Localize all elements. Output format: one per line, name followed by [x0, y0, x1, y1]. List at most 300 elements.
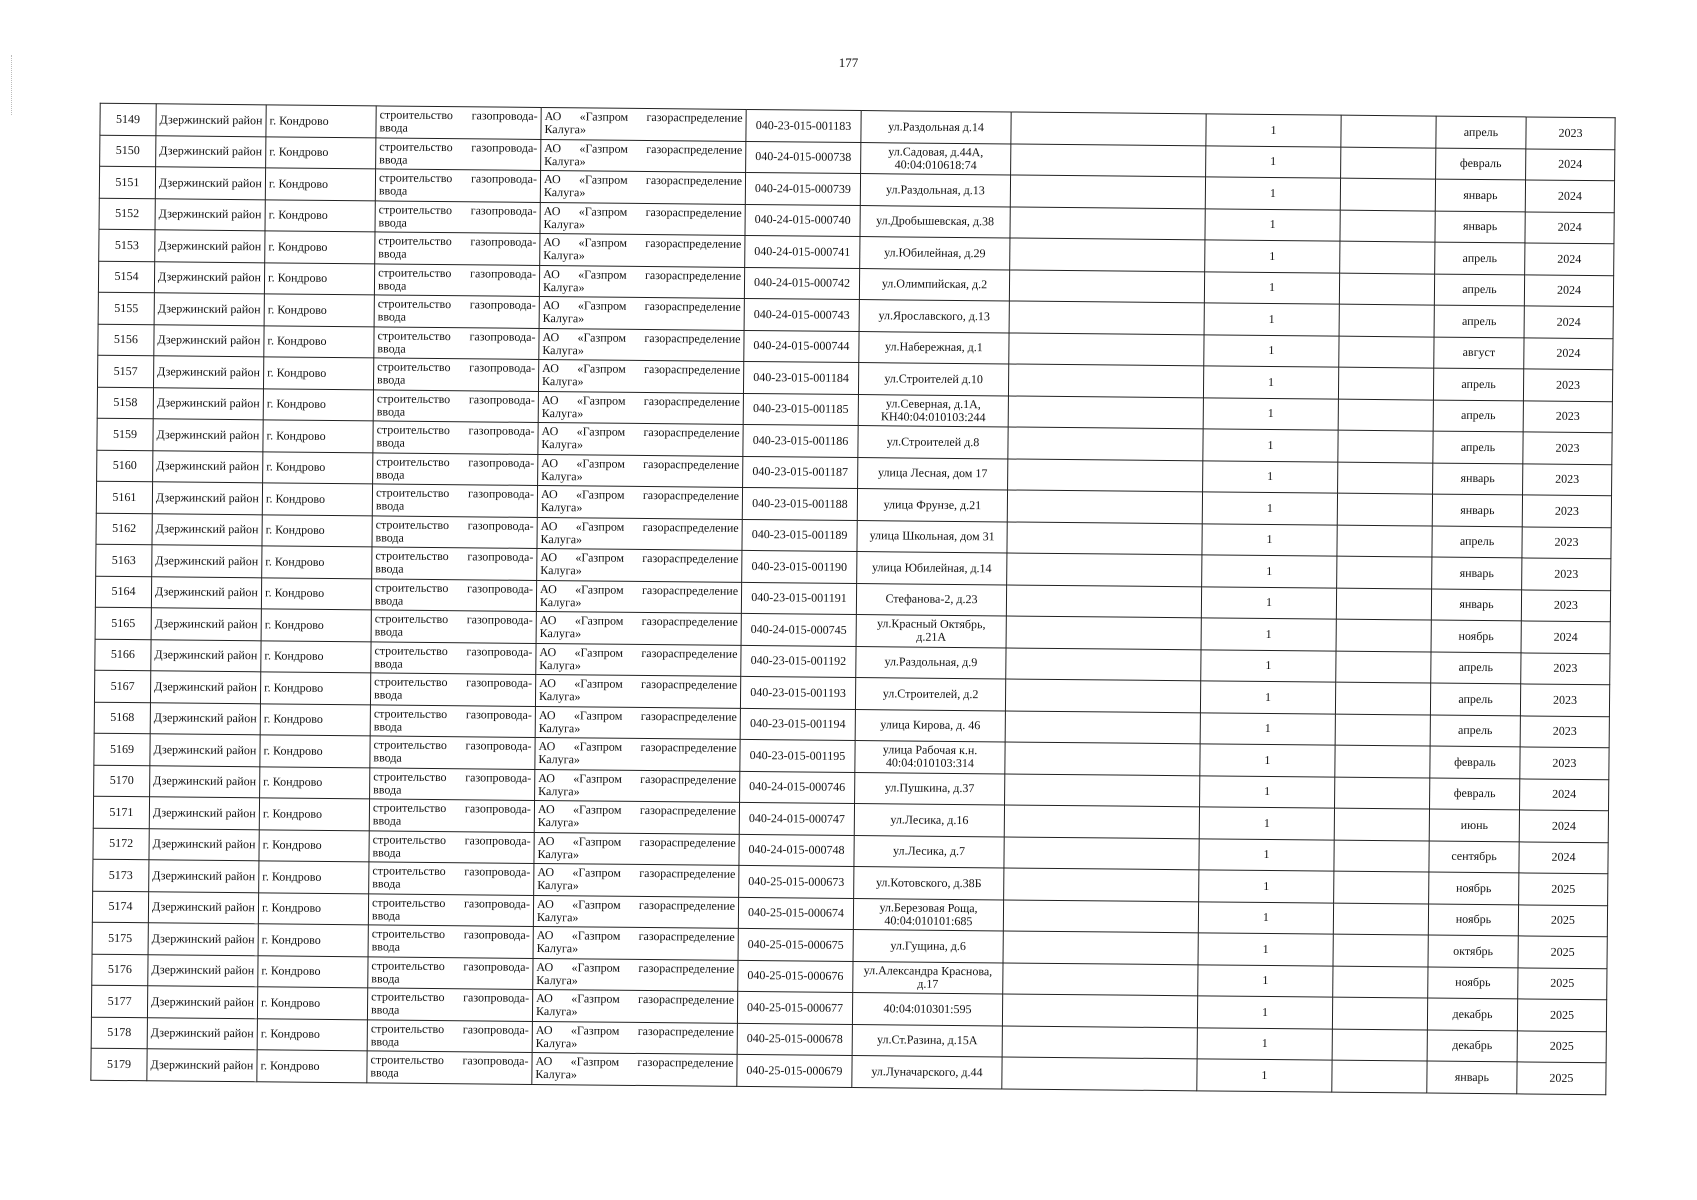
org-word-1: АО: [541, 392, 559, 407]
city-cell: г. Кондрово: [265, 199, 375, 232]
address-cell: [857, 520, 1007, 553]
district-cell: Дзержинский район: [154, 293, 264, 326]
organization-cell: [534, 832, 739, 865]
org-word-2: «Газпром: [578, 267, 627, 282]
year-cell: 2025: [1517, 999, 1606, 1031]
work-type-word-2: газопровода-: [464, 864, 531, 880]
empty-cell: [1007, 553, 1202, 586]
work-type-word-1: строительство: [377, 359, 451, 375]
month-cell: февраль: [1430, 778, 1520, 810]
work-type-cell: [371, 610, 536, 643]
work-type-cell: [370, 673, 535, 706]
organization-cell: [535, 737, 740, 770]
quantity-cell: 1: [1200, 681, 1335, 714]
work-type-word-3: ввода: [378, 215, 408, 230]
work-type-word-3: ввода: [370, 1034, 400, 1049]
work-type-word-3: ввода: [377, 309, 407, 324]
work-type-word-3: ввода: [371, 908, 401, 923]
org-word-2: «Газпром: [578, 235, 628, 251]
work-type-cell: [372, 547, 537, 580]
year-cell: 2024: [1521, 621, 1610, 653]
work-type-cell: [371, 641, 536, 674]
month-cell: ноябрь: [1428, 904, 1518, 936]
org-word-2: «Газпром: [577, 330, 627, 345]
city-cell: г. Кондрово: [265, 168, 375, 201]
organization-cell: [533, 926, 738, 959]
row-number: 5151: [99, 166, 155, 198]
district-cell: Дзержинский район: [151, 576, 261, 609]
city-cell: г. Кондрово: [259, 861, 369, 894]
work-type-word-3: ввода: [373, 719, 403, 734]
empty-cell: [1341, 115, 1436, 147]
quantity-cell: 1: [1202, 555, 1337, 588]
address-cell: [861, 111, 1011, 144]
work-type-word-2: газопровода-: [463, 896, 531, 911]
registration-number-cell: 040-23-015-001195: [740, 739, 855, 772]
registration-number-cell: 040-23-015-001186: [743, 424, 858, 457]
quantity-cell: 1: [1205, 177, 1340, 210]
work-type-word-1: строительство: [378, 233, 452, 249]
year-cell: 2025: [1518, 967, 1607, 999]
organization-cell: [540, 202, 745, 235]
address-cell: [856, 615, 1006, 648]
empty-cell: [1006, 616, 1201, 649]
org-word-4: Калуга»: [541, 405, 584, 421]
work-type-word-1: строительство: [373, 706, 448, 721]
org-word-4: Калуга»: [544, 122, 587, 137]
year-cell: 2023: [1521, 589, 1610, 621]
org-word-1: АО: [535, 1054, 553, 1069]
empty-cell: [1338, 399, 1433, 431]
empty-cell: [1008, 427, 1203, 460]
district-cell: Дзержинский район: [153, 356, 263, 389]
org-word-2: «Газпром: [579, 141, 628, 156]
org-word-3: газораспределение: [643, 456, 740, 472]
address-cell: [860, 205, 1010, 238]
row-number: 5169: [94, 733, 150, 765]
empty-cell: [1007, 521, 1202, 554]
address-cell: [858, 394, 1008, 427]
work-type-word-1: строительство: [377, 296, 452, 312]
district-cell: Дзержинский район: [156, 135, 266, 168]
org-word-3: газораспределение: [646, 110, 743, 126]
empty-cell: [1333, 966, 1428, 998]
city-cell: г. Кондрово: [261, 609, 371, 642]
org-word-1: АО: [538, 739, 556, 754]
registration-number-cell: 040-24-015-000741: [745, 235, 860, 268]
address-line-1: ул.Раздольная д.14: [888, 119, 984, 134]
work-type-cell: [373, 452, 538, 485]
month-cell: апрель: [1435, 242, 1525, 274]
address-line-1: ул.Гущина, д.6: [890, 938, 966, 953]
address-cell: [855, 709, 1005, 742]
registration-number-cell: 040-25-015-000679: [737, 1054, 852, 1087]
row-number: 5160: [97, 450, 153, 482]
empty-cell: [1002, 1025, 1197, 1058]
org-word-4: Калуга»: [542, 311, 585, 326]
work-type-word-3: ввода: [371, 939, 401, 954]
district-cell: Дзержинский район: [148, 891, 258, 924]
organization-cell: [536, 611, 741, 644]
work-type-word-3: ввода: [375, 530, 404, 545]
city-cell: г. Кондрово: [260, 672, 370, 705]
city-cell: г. Кондрово: [259, 798, 369, 831]
row-number: 5170: [94, 765, 150, 797]
organization-cell: [537, 517, 742, 550]
work-type-word-2: газопровода-: [463, 927, 530, 943]
address-cell: [858, 363, 1008, 396]
org-word-3: газораспределение: [643, 393, 740, 409]
work-type-word-2: газопровода-: [467, 486, 535, 502]
registration-number-cell: 040-23-015-001190: [742, 550, 857, 583]
district-cell: Дзержинский район: [148, 954, 258, 987]
work-type-word-1: строительство: [372, 863, 446, 879]
organization-cell: [539, 265, 744, 298]
org-word-3: газораспределение: [637, 1023, 734, 1039]
address-line-1: ул.Олимпийская, д.2: [881, 276, 988, 292]
organization-cell: [538, 422, 743, 455]
empty-cell: [1339, 304, 1434, 336]
org-word-2: «Газпром: [575, 487, 625, 503]
address-cell: [852, 1024, 1002, 1057]
empty-cell: [1340, 210, 1435, 242]
year-cell: 2024: [1526, 148, 1615, 180]
work-type-word-2: газопровода-: [466, 644, 533, 659]
empty-cell: [1005, 742, 1200, 775]
organization-cell: [541, 107, 746, 140]
org-word-1: АО: [541, 455, 559, 470]
district-cell: Дзержинский район: [155, 167, 265, 200]
work-type-word-2: газопровода-: [468, 423, 535, 439]
month-cell: июнь: [1429, 809, 1519, 841]
work-type-word-1: строительство: [370, 1052, 444, 1068]
work-type-cell: [368, 893, 533, 926]
empty-cell: [1005, 710, 1200, 743]
address-line-1: 40:04:010301:595: [883, 1001, 972, 1016]
org-word-4: Калуга»: [539, 626, 582, 641]
empty-cell: [1336, 651, 1431, 683]
work-type-word-1: строительство: [375, 580, 449, 595]
month-cell: апрель: [1430, 683, 1520, 715]
city-cell: г. Кондрово: [264, 294, 374, 327]
address-cell: [860, 237, 1010, 270]
work-type-word-1: строительство: [372, 800, 447, 816]
empty-cell: [1334, 871, 1429, 903]
work-type-word-2: газопровода-: [467, 518, 534, 533]
district-cell: Дзержинский район: [152, 482, 262, 515]
work-type-word-3: ввода: [374, 624, 404, 639]
org-word-1: АО: [536, 896, 554, 911]
address-line-1: ул.Луначарского, д.44: [871, 1063, 983, 1080]
work-type-cell: [369, 799, 534, 832]
work-type-word-3: ввода: [376, 467, 405, 482]
year-cell: 2025: [1519, 873, 1608, 905]
empty-cell: [1008, 364, 1203, 397]
empty-cell: [1332, 1029, 1427, 1061]
empty-cell: [1337, 525, 1432, 557]
org-word-4: Калуга»: [535, 1035, 578, 1051]
org-word-1: АО: [542, 329, 560, 344]
work-type-word-3: ввода: [374, 656, 403, 671]
month-cell: декабрь: [1427, 998, 1517, 1030]
empty-cell: [1333, 934, 1428, 966]
city-cell: г. Кондрово: [266, 136, 376, 169]
empty-cell: [1337, 493, 1432, 525]
org-word-4: Калуга»: [538, 689, 581, 704]
empty-cell: [1334, 808, 1429, 840]
year-cell: 2023: [1523, 400, 1612, 432]
month-cell: январь: [1432, 557, 1522, 589]
address-line-1: улица Фрунзе, д.21: [883, 497, 982, 512]
row-number: 5155: [98, 292, 154, 324]
org-word-1: АО: [537, 833, 555, 848]
org-word-3: газораспределение: [641, 645, 738, 661]
year-cell: 2024: [1524, 337, 1613, 369]
row-number: 5159: [97, 418, 153, 450]
month-cell: апрель: [1433, 431, 1523, 463]
work-type-cell: [367, 1019, 532, 1052]
work-type-word-2: газопровода-: [470, 234, 537, 250]
registration-number-cell: 040-25-015-000675: [738, 928, 853, 961]
empty-cell: [1008, 458, 1203, 491]
city-cell: г. Кондрово: [266, 105, 376, 138]
org-word-4: Калуга»: [539, 657, 581, 673]
registration-number-cell: 040-25-015-000677: [737, 991, 852, 1024]
address-cell: [861, 142, 1011, 175]
year-cell: 2025: [1518, 936, 1607, 968]
org-word-3: газораспределение: [645, 236, 742, 252]
year-cell: 2025: [1518, 904, 1607, 936]
address-cell: [854, 867, 1004, 900]
row-number: 5171: [93, 796, 149, 828]
registration-number-cell: 040-24-015-000742: [744, 267, 859, 300]
register-table: [90, 103, 1615, 1095]
org-word-3: газораспределение: [638, 992, 735, 1008]
org-word-3: газораспределение: [639, 834, 736, 850]
org-word-4: Калуга»: [543, 248, 585, 263]
work-type-word-1: строительство: [378, 170, 453, 186]
org-word-2: «Газпром: [577, 298, 627, 314]
org-word-3: газораспределение: [638, 929, 735, 945]
registration-number-cell: 040-23-015-001185: [743, 393, 858, 426]
quantity-cell: 1: [1199, 807, 1334, 840]
city-cell: г. Кондрово: [265, 231, 375, 264]
district-cell: Дзержинский район: [148, 923, 258, 956]
year-cell: 2023: [1522, 495, 1611, 527]
empty-cell: [1333, 903, 1428, 935]
organization-cell: [539, 296, 744, 329]
empty-cell: [1005, 679, 1200, 712]
org-word-4: Калуга»: [544, 153, 586, 169]
month-cell: апрель: [1430, 715, 1520, 747]
org-word-4: Калуга»: [536, 941, 579, 956]
work-type-word-2: газопровода-: [469, 297, 536, 313]
quantity-cell: 1: [1202, 492, 1337, 525]
work-type-word-3: ввода: [371, 971, 400, 986]
address-line-1: ул.Ст.Разина, д.15А: [877, 1032, 978, 1048]
work-type-cell: [375, 200, 540, 233]
org-word-3: газораспределение: [640, 771, 737, 787]
org-word-2: «Газпром: [571, 928, 621, 944]
empty-cell: [1003, 931, 1198, 964]
empty-cell: [1336, 588, 1431, 620]
address-line-1: ул.Дробышевская, д.38: [876, 213, 995, 229]
empty-cell: [1011, 143, 1206, 176]
year-cell: 2024: [1525, 243, 1614, 275]
org-word-3: газораспределение: [639, 866, 736, 882]
empty-cell: [1335, 682, 1430, 714]
year-cell: 2024: [1519, 841, 1608, 873]
organization-cell: [536, 643, 741, 676]
year-cell: 2023: [1523, 432, 1612, 464]
org-word-4: Калуга»: [536, 972, 578, 988]
organization-cell: [534, 863, 739, 896]
year-cell: 2023: [1523, 369, 1612, 401]
city-cell: г. Кондрово: [262, 514, 372, 547]
address-line-1: ул.Лесика, д.7: [893, 843, 966, 859]
quantity-cell: 1: [1200, 712, 1335, 745]
city-cell: г. Кондрово: [264, 325, 374, 358]
city-cell: г. Кондрово: [258, 955, 368, 988]
quantity-cell: 1: [1198, 901, 1333, 934]
work-type-cell: [370, 704, 535, 737]
org-word-1: АО: [543, 203, 561, 218]
registration-number-cell: 040-24-015-000740: [745, 204, 860, 237]
registration-number-cell: 040-25-015-000678: [737, 1023, 852, 1056]
district-cell: Дзержинский район: [154, 324, 264, 357]
month-cell: февраль: [1436, 148, 1526, 180]
row-number: 5150: [100, 135, 156, 167]
org-word-1: АО: [544, 109, 562, 124]
empty-cell: [1338, 462, 1433, 494]
organization-cell: [532, 1052, 737, 1085]
work-type-word-2: газопровода-: [468, 392, 535, 407]
work-type-word-2: газопровода-: [463, 990, 530, 1006]
district-cell: Дзержинский район: [155, 230, 265, 263]
month-cell: апрель: [1434, 305, 1524, 337]
work-type-word-3: ввода: [372, 813, 402, 828]
empty-cell: [1003, 899, 1198, 932]
address-line-1: ул.Строителей, д.2: [882, 686, 979, 701]
org-word-2: «Газпром: [574, 676, 623, 692]
empty-cell: [1002, 1057, 1197, 1090]
work-type-word-2: газопровода-: [466, 612, 533, 628]
year-cell: 2023: [1522, 558, 1611, 590]
district-cell: Дзержинский район: [147, 1049, 257, 1082]
work-type-word-2: газопровода-: [464, 801, 532, 817]
row-number: 5177: [91, 985, 147, 1017]
registration-number-cell: 040-23-015-001184: [743, 361, 858, 394]
org-word-3: газораспределение: [641, 614, 738, 630]
org-word-4: Калуга»: [538, 783, 580, 799]
org-word-1: АО: [540, 581, 557, 596]
work-type-word-2: газопровода-: [468, 455, 535, 470]
work-type-cell: [376, 106, 541, 139]
quantity-cell: 1: [1197, 1027, 1332, 1060]
org-word-4: Калуга»: [539, 594, 582, 610]
work-type-word-1: строительство: [371, 895, 446, 910]
registration-number-cell: 040-24-015-000738: [746, 141, 861, 174]
city-cell: г. Кондрово: [263, 420, 373, 453]
organization-cell: [532, 989, 737, 1022]
quantity-cell: 1: [1201, 618, 1336, 651]
work-type-word-3: ввода: [375, 498, 405, 513]
address-line-1: улица Школьная, дом 31: [869, 528, 995, 544]
org-word-2: «Газпром: [573, 771, 622, 786]
empty-cell: [1007, 490, 1202, 523]
address-line-1: ул.Строителей д.10: [884, 371, 983, 386]
work-type-word-1: строительство: [376, 422, 450, 438]
quantity-cell: 1: [1206, 145, 1341, 178]
registration-number-cell: 040-23-015-001192: [741, 645, 856, 678]
address-cell: [859, 300, 1009, 333]
work-type-word-1: строительство: [375, 485, 450, 501]
empty-cell: [1008, 395, 1203, 428]
org-word-2: «Газпром: [576, 456, 625, 471]
quantity-cell: 1: [1203, 429, 1338, 462]
month-cell: ноябрь: [1429, 872, 1519, 904]
empty-cell: [1339, 273, 1434, 305]
city-cell: г. Кондрово: [258, 924, 368, 957]
empty-cell: [1009, 301, 1204, 334]
org-word-3: газораспределение: [646, 141, 743, 157]
work-type-word-3: ввода: [373, 687, 403, 702]
quantity-cell: 1: [1199, 838, 1334, 871]
work-type-word-3: ввода: [379, 120, 408, 135]
row-number: 5158: [97, 387, 153, 419]
address-line-2: д.17: [917, 976, 939, 991]
organization-cell: [538, 391, 743, 424]
year-cell: 2023: [1520, 715, 1609, 747]
org-word-1: АО: [543, 266, 560, 281]
work-type-word-3: ввода: [374, 593, 404, 608]
district-cell: Дзержинский район: [154, 261, 264, 294]
city-cell: г. Кондрово: [264, 262, 374, 295]
row-number: 5149: [100, 103, 156, 135]
org-word-3: газораспределение: [645, 204, 742, 220]
year-cell: 2024: [1524, 274, 1613, 306]
work-type-word-3: ввода: [370, 1002, 400, 1017]
address-cell: [853, 898, 1003, 931]
org-word-4: Калуга»: [537, 878, 579, 893]
org-word-1: АО: [539, 644, 557, 659]
quantity-cell: 1: [1197, 996, 1332, 1029]
org-word-2: «Газпром: [576, 424, 626, 440]
empty-cell: [1340, 241, 1435, 273]
work-type-cell: [372, 484, 537, 517]
city-cell: г. Кондрово: [258, 892, 368, 925]
work-type-word-1: строительство: [378, 265, 452, 280]
month-cell: ноябрь: [1431, 620, 1521, 652]
city-cell: г. Кондрово: [262, 546, 372, 579]
work-type-word-2: газопровода-: [470, 203, 537, 218]
address-line-2: 40:04:010103:314: [885, 755, 974, 771]
registration-number-cell: 040-24-015-000745: [741, 613, 856, 646]
org-word-2: «Газпром: [572, 897, 621, 912]
empty-cell: [1335, 714, 1430, 746]
work-type-word-2: газопровода-: [470, 266, 537, 281]
row-number: 5157: [98, 355, 154, 387]
work-type-word-3: ввода: [373, 782, 402, 797]
org-word-3: газораспределение: [644, 330, 741, 346]
empty-cell: [1340, 178, 1435, 210]
empty-cell: [1010, 206, 1205, 239]
work-type-word-3: ввода: [377, 278, 407, 293]
address-line-1: ул.Котовского, д.38Б: [875, 874, 982, 890]
page-number: 177: [838, 55, 859, 70]
empty-cell: [1011, 112, 1206, 145]
row-number: 5167: [94, 670, 150, 702]
